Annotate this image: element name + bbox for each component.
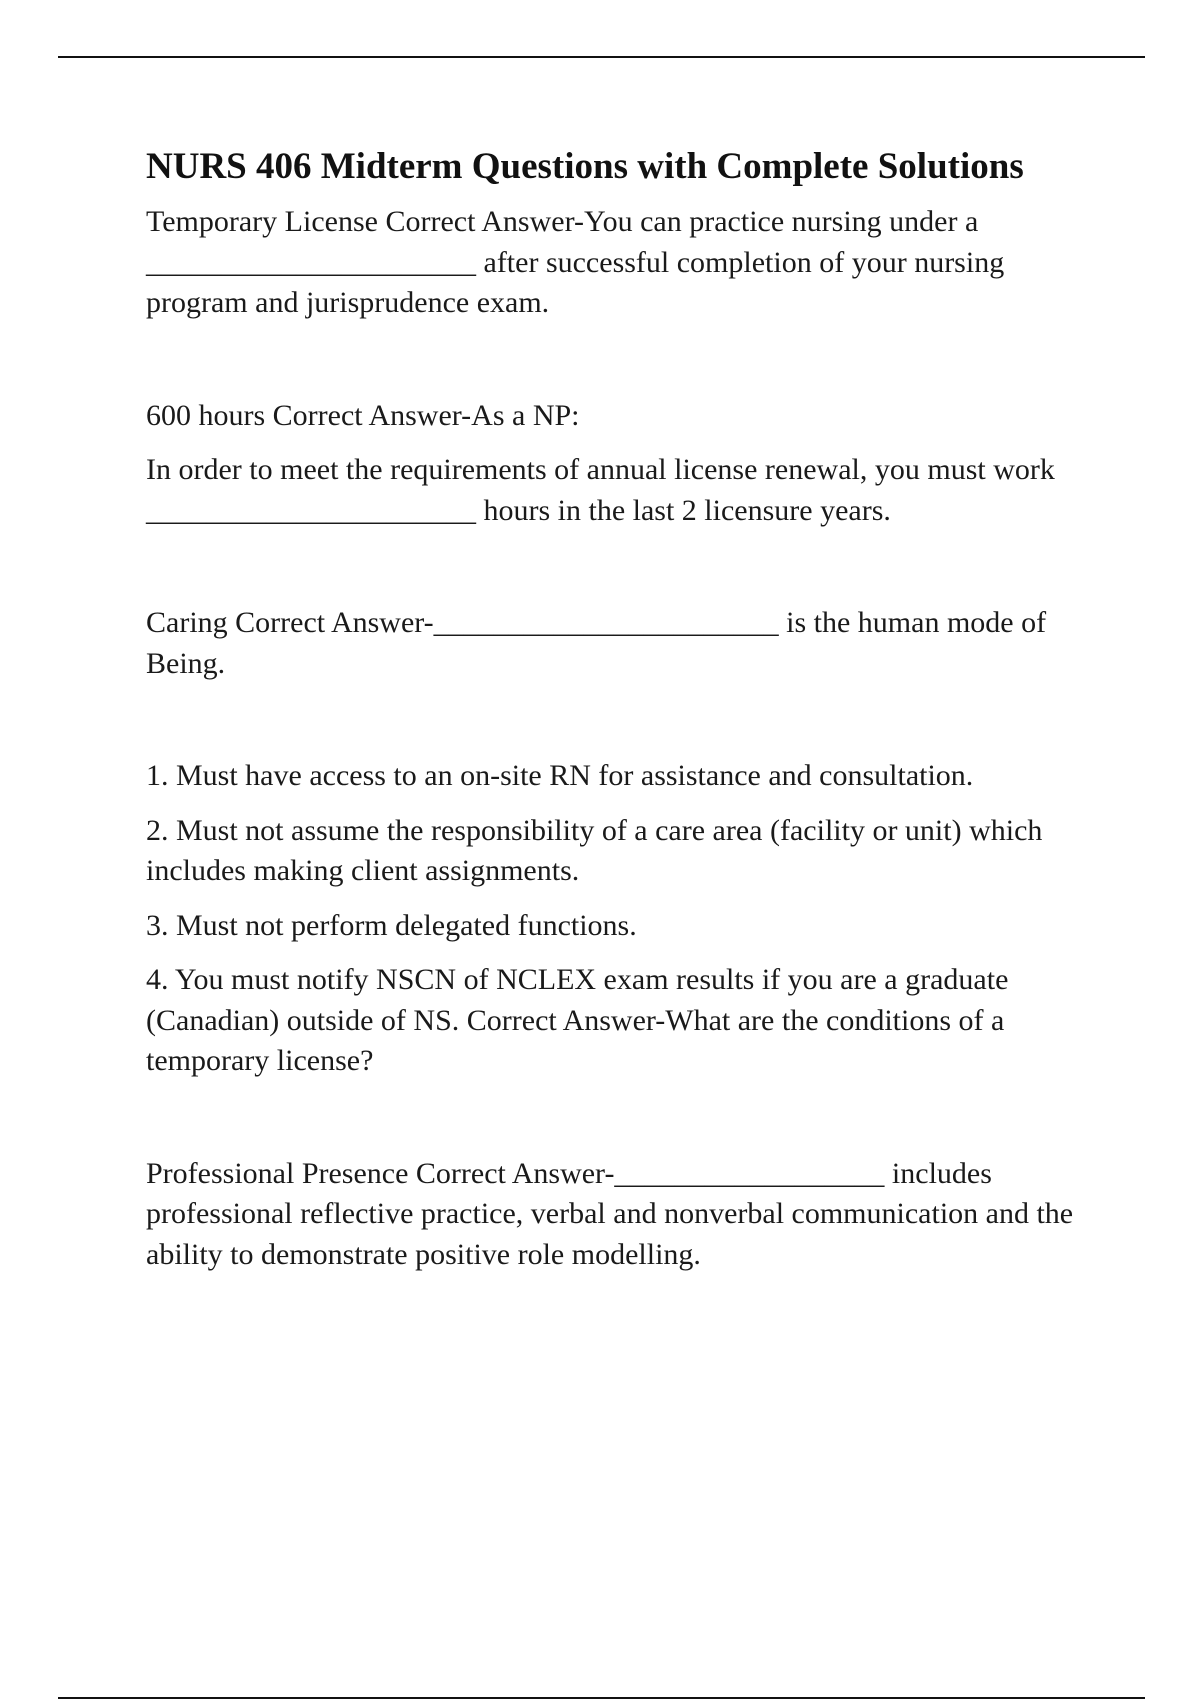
qa-item-temporary-license (146, 202, 1086, 324)
top-rule (58, 56, 1145, 58)
document-body (146, 142, 1086, 1275)
qa-item-caring (146, 603, 1086, 684)
document-title: NURS 406 Midterm Questions with Complete Solutions (146, 146, 1024, 187)
list-item: 2. Must not assume the responsibility of a care area (facility or unit) which includes making client assignments. (146, 813, 1050, 887)
qa-paragraph: Professional Presence Correct Answer-__________________ includes professional reflective practice, verbal and nonverbal communication and the ability to demonstrate positive role modelling. (146, 1156, 1081, 1271)
list-item: 1. Must have access to an on-site RN for assistance and consultation. (146, 759, 974, 792)
list-item: 4. You must notify NSCN of NCLEX exam results if you are a graduate (Canadian) outside of NS. Correct Answer-What are the conditions of a temporary license? (146, 963, 1016, 1077)
qa-paragraph: Caring Correct Answer-_______________________ is the human mode of Being. (146, 606, 1054, 680)
qa-paragraph: Temporary License Correct Answer-You can practice nursing under a ______________________ after successful completion of your nursing program and jurisprudence exam. (146, 205, 1012, 319)
qa-item-600-hours (146, 396, 1086, 532)
qa-item-temporary-license-conditions (146, 756, 1086, 1082)
list-item: 3. Must not perform delegated functions. (146, 908, 637, 942)
qa-paragraph: 600 hours Correct Answer-As a NP: (146, 398, 580, 432)
qa-paragraph: In order to meet the requirements of annual license renewal, you must work ______________________ hours in the last 2 licensure years. (146, 453, 1063, 527)
qa-item-professional-presence (146, 1154, 1086, 1276)
bottom-rule (58, 1697, 1145, 1699)
